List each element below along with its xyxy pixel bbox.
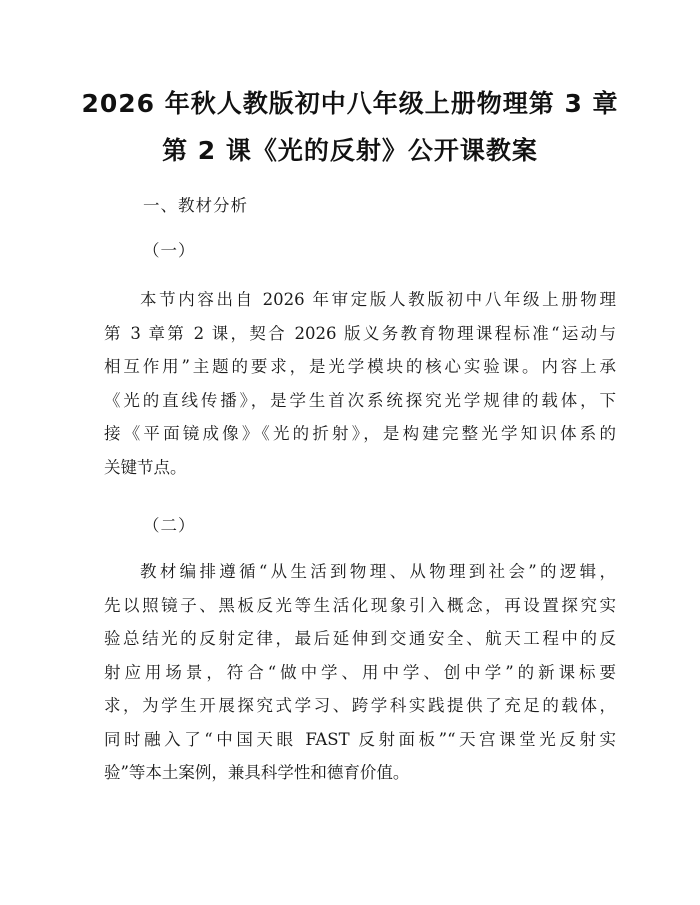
section-heading: 一、教材分析 bbox=[143, 196, 248, 215]
paragraph-line: 射应用场景，符合“做中学、用中学、创中学”的新课标要 bbox=[104, 662, 616, 682]
paragraph-line: 《光的直线传播》，是学生首次系统探究光学规律的载体，下 bbox=[104, 390, 616, 410]
document-title-line-1: 2026 年秋人教版初中八年级上册物理第 3 章 bbox=[81, 89, 619, 118]
subsection-label-2: （二） bbox=[143, 516, 196, 535]
document-title-line-2: 第 2 课《光的反射》公开课教案 bbox=[162, 136, 538, 165]
paragraph-line: 先以照镜子、黑板反光等生活化现象引入概念，再设置探究实 bbox=[104, 595, 616, 615]
paragraph-line: 验总结光的反射定律，最后延伸到交通安全、航天工程中的反 bbox=[104, 629, 616, 648]
paragraph-line: 相互作用”主题的要求，是光学模块的核心实验课。内容上承 bbox=[104, 357, 616, 376]
paragraph-1 bbox=[104, 283, 616, 484]
paragraph-2 bbox=[104, 555, 616, 790]
paragraph-line: 本节内容出自 2026 年审定版人教版初中八年级上册物理 bbox=[140, 290, 616, 309]
subsection-label-1: （一） bbox=[143, 241, 196, 260]
paragraph-line: 求，为学生开展探究式学习、跨学科实践提供了充足的载体， bbox=[104, 696, 616, 715]
paragraph-line: 关键节点。 bbox=[104, 457, 187, 477]
paragraph-line: 教材编排遵循“从生活到物理、从物理到社会”的逻辑， bbox=[140, 562, 616, 581]
paragraph-line: 验”等本土案例，兼具科学性和德育价值。 bbox=[104, 763, 410, 782]
paragraph-line: 接《平面镜成像》《光的折射》，是构建完整光学知识体系的 bbox=[104, 424, 616, 443]
paragraph-line: 同时融入了“中国天眼 FAST 反射面板”“天宫课堂光反射实 bbox=[104, 729, 616, 749]
paragraph-line: 第 3 章第 2 课，契合 2026 版义务教育物理课程标准“运动与 bbox=[104, 323, 616, 343]
